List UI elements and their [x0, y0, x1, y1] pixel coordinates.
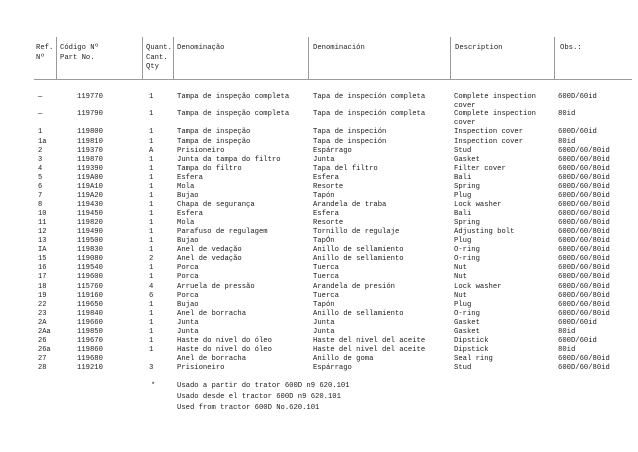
row-obs: 600D/60/80id	[558, 165, 610, 173]
row-part-number: 119870	[77, 156, 103, 164]
row-quantity: 1	[149, 201, 154, 209]
row-part-number: 119840	[77, 310, 103, 318]
row-denominacao: Tampa de inspeção completa	[177, 110, 290, 118]
row-quantity: 1	[149, 128, 154, 136]
footnote-line-en: Used from tractor 600D No.620.101	[177, 404, 320, 412]
row-obs: 600D/60/80id	[558, 292, 610, 300]
row-quantity: 1	[149, 110, 154, 118]
header-denominacion: Denominación	[313, 44, 365, 52]
row-obs: 600D/60/80id	[558, 301, 610, 309]
row-description: Gasket	[454, 156, 480, 164]
header-divider	[173, 37, 174, 79]
row-ref: IA	[38, 246, 47, 254]
row-description: Spring	[454, 219, 480, 227]
row-denominacion: Haste del nivel del aceite	[313, 337, 426, 345]
row-quantity: 1	[149, 264, 154, 272]
row-part-number: 119850	[77, 328, 103, 336]
row-description: Seal ring	[454, 355, 493, 363]
row-part-number: 119820	[77, 219, 103, 227]
row-denominacion: Tapa de inspeción	[313, 138, 387, 146]
header-obs: Obs.:	[560, 44, 582, 52]
row-ref: 4	[38, 165, 43, 173]
row-ref: 2A	[38, 319, 47, 327]
row-part-number: 119650	[77, 301, 103, 309]
row-ref: —	[38, 93, 43, 101]
row-obs: 600D/60/80id	[558, 201, 610, 209]
row-quantity: 1	[149, 246, 154, 254]
row-ref: 15	[38, 255, 47, 263]
row-description: Lock washer	[454, 283, 502, 291]
row-denominacao: Anel de vedação	[177, 255, 242, 263]
row-quantity: 1	[149, 165, 154, 173]
row-obs: 600D/60id	[558, 319, 597, 327]
row-ref: 1a	[38, 138, 47, 146]
row-denominacion: Resorte	[313, 219, 344, 227]
row-description: Gasket	[454, 319, 480, 327]
row-quantity: 1	[149, 273, 154, 281]
row-denominacao: Porca	[177, 292, 199, 300]
row-denominacion: Arandela de presión	[313, 283, 395, 291]
header-ref: Ref. Nº	[36, 44, 54, 62]
row-part-number: 119390	[77, 165, 103, 173]
row-description: Bali	[454, 210, 472, 218]
row-quantity: 1	[149, 319, 154, 327]
row-quantity: 1	[149, 301, 154, 309]
header-divider	[450, 37, 451, 79]
row-denominacao: Tampa de inspeção	[177, 128, 251, 136]
header-divider	[56, 37, 57, 79]
row-description: Nut	[454, 292, 467, 300]
row-obs: 600D/60/80id	[558, 237, 610, 245]
row-denominacao: Bujao	[177, 192, 199, 200]
row-quantity: 1	[149, 138, 154, 146]
row-part-number: 119800	[77, 128, 103, 136]
row-denominacion: Tornillo de regulaje	[313, 228, 400, 236]
row-denominacao: Junta	[177, 328, 199, 336]
row-quantity: 1	[149, 219, 154, 227]
row-denominacao: Anel de borracha	[177, 310, 247, 318]
row-denominacion: Junta	[313, 156, 335, 164]
row-denominacao: Prisioneiro	[177, 147, 225, 155]
row-denominacion: Esfera	[313, 174, 339, 182]
row-description: Filter cover	[454, 165, 506, 173]
row-denominacao: Tampa do filtro	[177, 165, 242, 173]
row-quantity: 6	[149, 292, 154, 300]
row-obs: 600D/60/80id	[558, 310, 610, 318]
row-part-number: 119080	[77, 255, 103, 263]
header-description: Description	[455, 44, 503, 52]
row-denominacion: Junta	[313, 328, 335, 336]
row-quantity: 4	[149, 283, 154, 291]
row-obs: 80id	[558, 110, 576, 118]
row-denominacao: Porca	[177, 264, 199, 272]
row-denominacao: Chapa de segurança	[177, 201, 255, 209]
row-denominacao: Porca	[177, 273, 199, 281]
row-ref: 26	[38, 337, 47, 345]
row-quantity: 1	[149, 237, 154, 245]
row-part-number: 119600	[77, 273, 103, 281]
row-obs: 600D/60/80id	[558, 283, 610, 291]
row-denominacion: Tapa de inspeción	[313, 128, 387, 136]
row-ref: 2Aa	[38, 328, 51, 336]
row-denominacion: Anillo de goma	[313, 355, 374, 363]
row-part-number: 119790	[77, 110, 103, 118]
row-ref: —	[38, 110, 43, 118]
header-quantity: Quant. Cant. Qty	[146, 44, 172, 71]
row-obs: 600D/60/80id	[558, 255, 610, 263]
row-ref: 11	[38, 219, 47, 227]
row-obs: 600D/60/80id	[558, 355, 610, 363]
row-description: Inspection cover	[454, 138, 524, 146]
row-obs: 600D/60/80id	[558, 174, 610, 182]
row-quantity: A	[149, 147, 154, 155]
footnote-line-pt: Usado a partir do trator 600D n9 620.101	[177, 382, 350, 390]
row-denominacao: Parafuso de regulagem	[177, 228, 268, 236]
row-quantity: 1	[149, 346, 154, 354]
row-obs: 600D/60/80id	[558, 156, 610, 164]
row-part-number: 119450	[77, 210, 103, 218]
row-denominacao: Bujao	[177, 301, 199, 309]
row-quantity: 1	[149, 183, 154, 191]
row-part-number: 119160	[77, 292, 103, 300]
row-denominacion: Anillo de sellamiento	[313, 246, 404, 254]
row-obs: 80id	[558, 346, 576, 354]
row-part-number: 119490	[77, 228, 103, 236]
row-part-number: 119770	[77, 93, 103, 101]
header-part-number: Código Nº Part No.	[60, 44, 99, 62]
row-ref: 16	[38, 264, 47, 272]
row-obs: 80id	[558, 328, 576, 336]
row-obs: 600D/60/80id	[558, 273, 610, 281]
row-ref: 2	[38, 147, 43, 155]
row-denominacion: Tuerca	[313, 273, 339, 281]
row-description: Plug	[454, 192, 472, 200]
row-obs: 600D/60id	[558, 93, 597, 101]
row-quantity: 1	[149, 174, 154, 182]
row-denominacion: Tuerca	[313, 264, 339, 272]
row-denominacion: Anillo de sellamiento	[313, 255, 404, 263]
row-ref: 5	[38, 174, 43, 182]
footnote-line-es: Usado desde el tractor 600D n9 620.101	[177, 393, 341, 401]
row-quantity: 1	[149, 192, 154, 200]
row-ref: 8	[38, 201, 43, 209]
row-quantity: 1	[149, 210, 154, 218]
row-description: Dipstick	[454, 337, 489, 345]
row-denominacion: Haste del nivel del aceite	[313, 346, 426, 354]
row-denominacion: Junta	[313, 319, 335, 327]
header-denominacao: Denominação	[177, 44, 225, 52]
row-denominacion: Tapa de inspeción completa	[313, 110, 426, 118]
header-bottom-rule	[34, 79, 632, 80]
row-ref: 28	[38, 364, 47, 372]
row-ref: 12	[38, 228, 47, 236]
row-quantity: 1	[149, 93, 154, 101]
row-denominacao: Mola	[177, 219, 195, 227]
row-description: O-ring	[454, 310, 480, 318]
row-quantity: 1	[149, 310, 154, 318]
row-denominacao: Haste do nível do óleo	[177, 346, 272, 354]
row-quantity: 3	[149, 364, 154, 372]
row-description: Lock washer	[454, 201, 502, 209]
row-ref: 1	[38, 128, 43, 136]
row-obs: 600D/60id	[558, 337, 597, 345]
row-denominacao: Esfera	[177, 174, 203, 182]
row-ref: 23	[38, 310, 47, 318]
row-description: Bali	[454, 174, 472, 182]
row-denominacion: Esfera	[313, 210, 339, 218]
row-ref: 27	[38, 355, 47, 363]
row-part-number: 119540	[77, 264, 103, 272]
row-description: Plug	[454, 237, 472, 245]
row-part-number: 119A10	[77, 183, 103, 191]
row-denominacion: Resorte	[313, 183, 344, 191]
row-description: Inspection cover	[454, 128, 524, 136]
row-denominacion: Espárrago	[313, 147, 352, 155]
row-quantity: 1	[149, 156, 154, 164]
row-description: Gasket	[454, 328, 480, 336]
row-part-number: 119A20	[77, 192, 103, 200]
row-ref: 10	[38, 210, 47, 218]
row-description: Stud	[454, 147, 472, 155]
row-denominacao: Anel de borracha	[177, 355, 247, 363]
row-obs: 600D/60/80id	[558, 192, 610, 200]
row-description: Nut	[454, 273, 467, 281]
row-ref: 13	[38, 237, 47, 245]
row-denominacao: Haste do nível do óleo	[177, 337, 272, 345]
row-denominacao: Prisioneiro	[177, 364, 225, 372]
row-description: Adjusting bolt	[454, 228, 515, 236]
row-ref: 17	[38, 273, 47, 281]
row-denominacao: Esfera	[177, 210, 203, 218]
header-divider	[554, 37, 555, 79]
row-denominacion: Tapa de inspeción completa	[313, 93, 426, 101]
row-obs: 600D/60/80id	[558, 364, 610, 372]
row-denominacao: Mola	[177, 183, 195, 191]
row-ref: 3	[38, 156, 43, 164]
row-obs: 80id	[558, 138, 576, 146]
row-denominacao: Arruela de pressão	[177, 283, 255, 291]
row-description: Dipstick	[454, 346, 489, 354]
row-part-number: 119680	[77, 355, 103, 363]
row-denominacao: Junta da tampa do filtro	[177, 156, 281, 164]
row-quantity: 2	[149, 255, 154, 263]
row-denominacao: Tampa de inspeção completa	[177, 93, 290, 101]
row-denominacao: Junta	[177, 319, 199, 327]
row-description: O-ring	[454, 246, 480, 254]
row-description: Complete inspection cover	[454, 110, 536, 127]
row-description: Spring	[454, 183, 480, 191]
row-part-number: 119860	[77, 346, 103, 354]
row-denominacion: Tapón	[313, 192, 335, 200]
row-description: Plug	[454, 301, 472, 309]
row-denominacion: Arandela de traba	[313, 201, 387, 209]
row-obs: 600D/60/80id	[558, 219, 610, 227]
row-ref: 6	[38, 183, 43, 191]
row-ref: 26a	[38, 346, 51, 354]
row-ref: 7	[38, 192, 43, 200]
row-part-number: 119210	[77, 364, 103, 372]
row-ref: 19	[38, 292, 47, 300]
row-description: Complete inspection cover	[454, 93, 536, 110]
row-denominacion: Tapón	[313, 301, 335, 309]
row-part-number: 115760	[77, 283, 103, 291]
row-ref: 22	[38, 301, 47, 309]
row-part-number: 119660	[77, 319, 103, 327]
row-denominacion: TapÓn	[313, 237, 335, 245]
row-description: Nut	[454, 264, 467, 272]
row-obs: 600D/60id	[558, 128, 597, 136]
row-quantity: 1	[149, 337, 154, 345]
row-description: O-ring	[454, 255, 480, 263]
header-divider	[308, 37, 309, 79]
header-divider	[142, 37, 143, 79]
row-ref: 18	[38, 283, 47, 291]
row-description: Stud	[454, 364, 472, 372]
row-obs: 600D/60/80id	[558, 264, 610, 272]
row-part-number: 119A00	[77, 174, 103, 182]
row-part-number: 119810	[77, 138, 103, 146]
row-part-number: 119670	[77, 337, 103, 345]
row-part-number: 119500	[77, 237, 103, 245]
row-quantity: 1	[149, 228, 154, 236]
row-denominacao: Tampa de inspeção	[177, 138, 251, 146]
row-denominacion: Espárrago	[313, 364, 352, 372]
row-denominacion: Tuerca	[313, 292, 339, 300]
row-denominacion: Tapa del filtro	[313, 165, 378, 173]
footnote-mark: *	[151, 382, 156, 390]
row-part-number: 119830	[77, 246, 103, 254]
row-obs: 600D/60/80id	[558, 147, 610, 155]
row-obs: 600D/60/80id	[558, 210, 610, 218]
row-obs: 600D/60/80id	[558, 183, 610, 191]
row-obs: 600D/60/80id	[558, 246, 610, 254]
row-denominacao: Bujao	[177, 237, 199, 245]
row-quantity: 1	[149, 328, 154, 336]
row-obs: 600D/60/80id	[558, 228, 610, 236]
row-denominacion: Anillo de sellamiento	[313, 310, 404, 318]
row-denominacao: Anel de vedação	[177, 246, 242, 254]
row-part-number: 119370	[77, 147, 103, 155]
row-part-number: 119430	[77, 201, 103, 209]
